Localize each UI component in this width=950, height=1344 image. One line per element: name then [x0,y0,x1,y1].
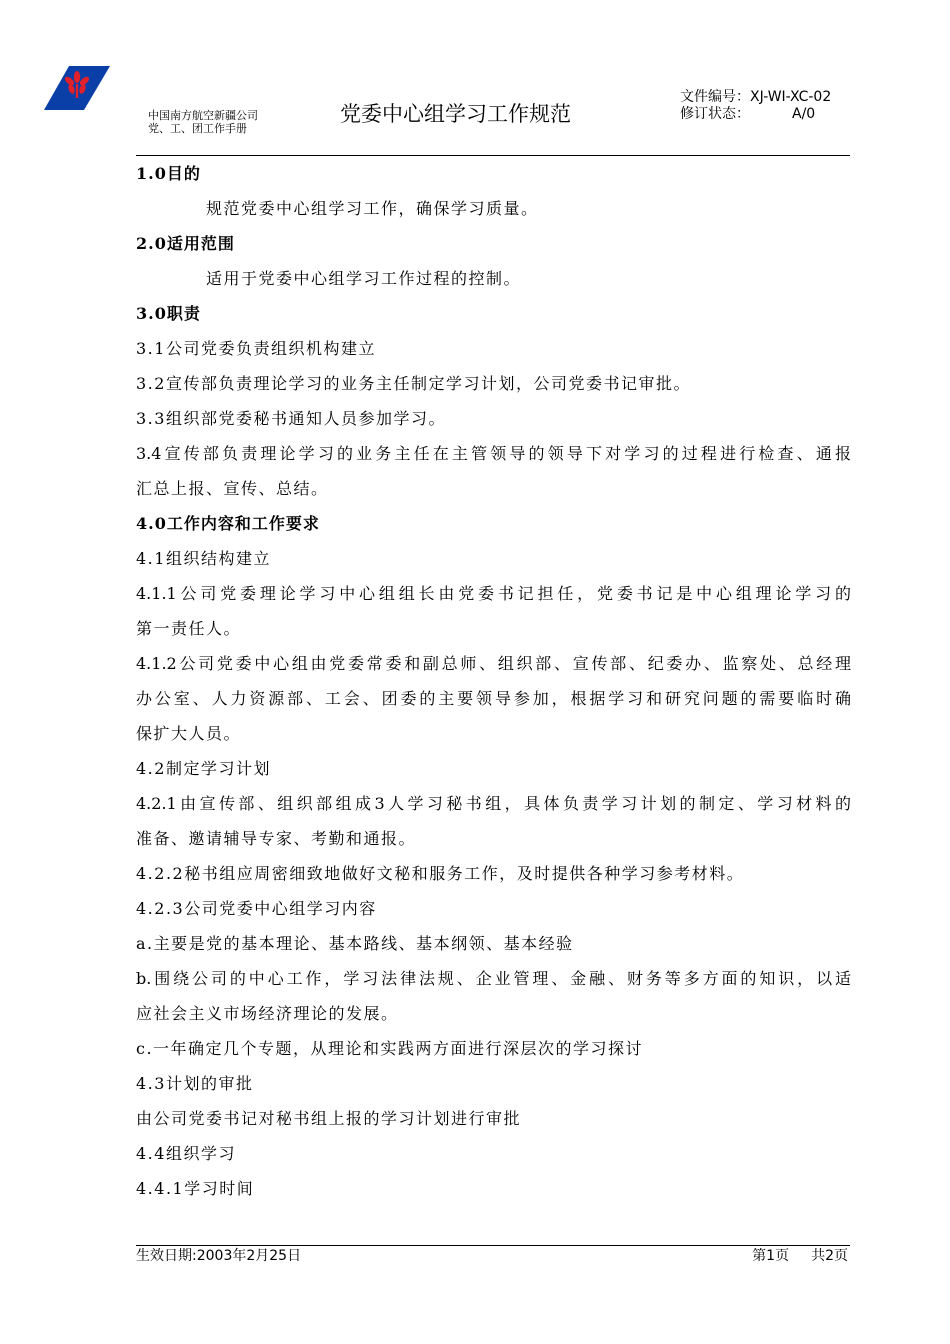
page-number: 第1页 [752,1248,790,1264]
paragraph-line: 3.2宣传部负责理论学习的业务主任制定学习计划，公司党委书记审批。 [136,374,691,393]
paragraph-line: 3.1公司党委负责组织机构建立 [136,339,376,358]
paragraph-line: 4.2制定学习计划 [136,759,271,778]
page-total: 共2页 [811,1248,848,1264]
section-heading: 1.0目的 [136,164,201,183]
document-body [136,156,851,1206]
paragraph-line: 3.3组织部党委秘书通知人员参加学习。 [136,409,446,428]
paragraph-line: 3.4宣传部负责理论学习的业务主任在主管领导的领导下对学习的过程进行检查、通报 [136,444,851,463]
manual-name: 党、工、团工作手册 [148,122,247,135]
company-name: 中国南方航空新疆公司 [148,109,258,122]
paragraph-line: 4.1.1公司党委理论学习中心组组长由党委书记担任，党委书记是中心组理论学习的 [136,584,851,603]
paragraph-line: 4.2.1由宣传部、组织部组成3人学习秘书组，具体负责学习计划的制定、学习材料的 [136,794,851,813]
paragraph-line: 保扩大人员。 [136,724,242,743]
paragraph-line: a.主要是党的基本理论、基本路线、基本纲领、基本经验 [136,934,574,953]
revision-status [680,106,815,122]
revision-label: 修订状态： [680,106,750,122]
paragraph-line: 准备、邀请辅导专家、考勤和通报。 [136,829,417,848]
paragraph-line: 适用于党委中心组学习工作过程的控制。 [206,269,522,288]
paragraph-line: c.一年确定几个专题，从理论和实践两方面进行深层次的学习探讨 [136,1039,644,1058]
paragraph-line: 4.2.3公司党委中心组学习内容 [136,899,377,918]
paragraph-line: 由公司党委书记对秘书组上报的学习计划进行审批 [136,1109,522,1128]
document-number: 文件编号：XJ-WI-XC-02 [680,89,832,105]
paragraph-line: 应社会主义市场经济理论的发展。 [136,1004,399,1023]
paragraph-line: 4.2.2秘书组应周密细致地做好文秘和服务工作，及时提供各种学习参考材料。 [136,864,745,883]
revision-value: A/0 [792,106,816,122]
effective-date: 生效日期:2003年2月25日 [136,1248,302,1264]
paragraph-line: 4.4组织学习 [136,1144,236,1163]
document-title: 党委中心组学习工作规范 [340,102,571,126]
paragraph-line: b.围绕公司的中心工作，学习法律法规、企业管理、金融、财务等多方面的知识，以适 [136,969,851,988]
section-heading: 4.0工作内容和工作要求 [136,514,320,533]
paragraph-line: 汇总上报、宣传、总结。 [136,479,329,498]
page-info [752,1246,848,1266]
section-heading: 2.0适用范围 [136,234,235,253]
airline-logo-icon [42,64,112,114]
paragraph-line: 4.1.2公司党委中心组由党委常委和副总师、组织部、宣传部、纪委办、监察处、总经理 [136,654,851,673]
paragraph-line: 规范党委中心组学习工作，确保学习质量。 [206,199,539,218]
paragraph-line: 办公室、人力资源部、工会、团委的主要领导参加，根据学习和研究问题的需要临时确 [136,689,851,708]
paragraph-line: 4.4.1学习时间 [136,1179,255,1198]
paragraph-line: 4.3计划的审批 [136,1074,254,1093]
section-heading: 3.0职责 [136,304,201,323]
paragraph-line: 第一责任人。 [136,619,242,638]
paragraph-line: 4.1组织结构建立 [136,549,271,568]
